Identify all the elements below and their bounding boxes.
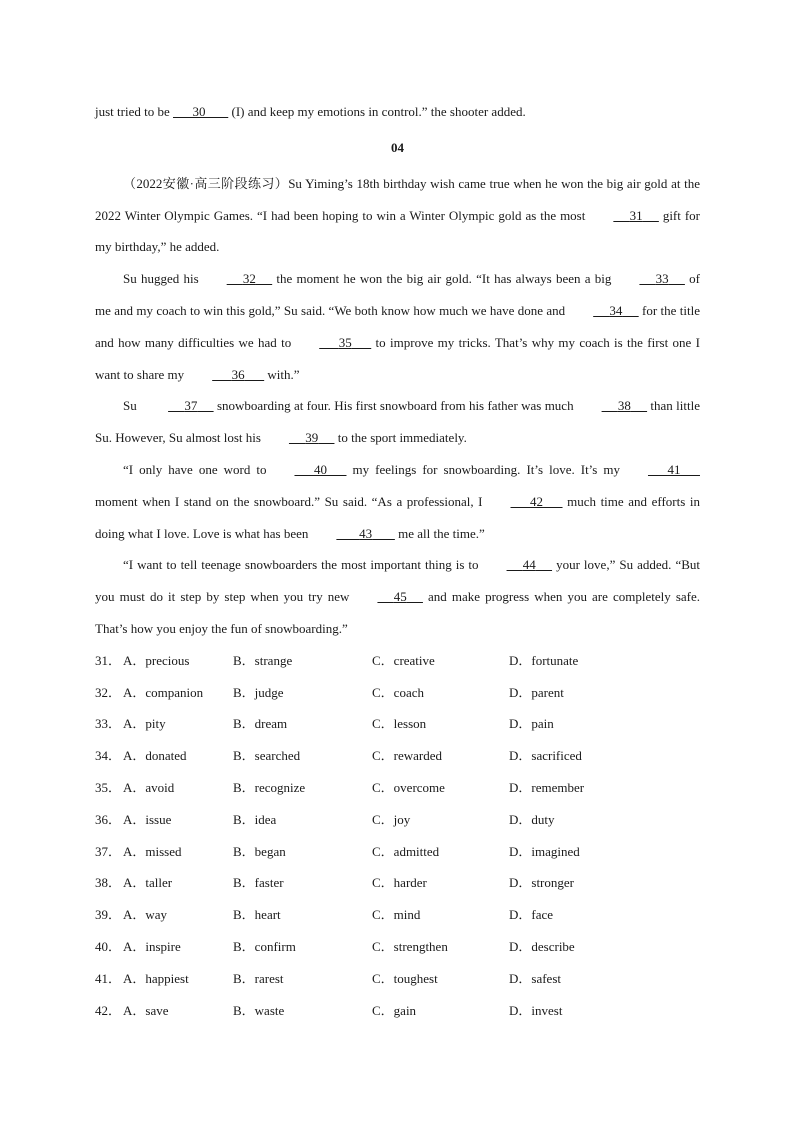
option-c[interactable]: C．strengthen — [372, 938, 448, 954]
option-c[interactable]: C．joy — [372, 811, 411, 827]
question-row: 35． A．avoid B．recognize C．overcome D．remember — [95, 772, 700, 804]
option-b[interactable]: B．dream — [233, 716, 288, 732]
option-d[interactable]: D．parent — [509, 684, 564, 700]
option-c[interactable]: C．lesson — [372, 716, 427, 732]
answer-options — [95, 645, 700, 1027]
question-row: 33． A．pity B．dream C．lesson D．pain — [95, 708, 700, 740]
blank-37: 37 — [184, 398, 198, 414]
option-d[interactable]: D．stronger — [509, 875, 574, 891]
option-b[interactable]: B．searched — [233, 748, 301, 764]
source-label: （2022安徽·高三阶段练习） — [123, 175, 289, 191]
question-row: 39． A．way B．heart C．mind D．face — [95, 899, 700, 931]
option-d[interactable]: D．fortunate — [509, 652, 579, 668]
question-row: 37． A．missed B．began C．admitted D．imagined — [95, 836, 700, 868]
blank-44: 44 — [522, 557, 536, 573]
option-a[interactable]: A．donated — [123, 748, 187, 764]
blank-42: 42 — [530, 493, 544, 509]
option-a[interactable]: A．way — [123, 907, 168, 923]
option-c[interactable]: C．overcome — [372, 779, 445, 795]
option-b[interactable]: B．began — [233, 843, 286, 859]
blank-34: 34 — [609, 302, 623, 318]
paragraph-3: Su 37 snowboarding at four. His first snowboard from his father was much 38 than little Su. However, Su almost lost his 39 to the sport immediately. — [95, 390, 700, 454]
option-a[interactable]: A．precious — [123, 652, 190, 668]
question-row: 42． A．save B．waste C．gain D．invest — [95, 995, 700, 1027]
blank-45: 45 — [393, 589, 407, 605]
blank-33: 33 — [655, 271, 669, 287]
question-row: 31． A．precious B．strange C．creative D．fortunate — [95, 645, 700, 677]
blank-30: 30 — [192, 104, 206, 119]
option-a[interactable]: A．avoid — [123, 779, 175, 795]
option-b[interactable]: B．confirm — [233, 938, 296, 954]
blank-41: 41 — [667, 461, 681, 477]
option-a[interactable]: A．companion — [123, 684, 204, 700]
blank-32: 32 — [242, 271, 256, 287]
document-page — [95, 96, 700, 1026]
option-b[interactable]: B．faster — [233, 875, 284, 891]
option-a[interactable]: A．missed — [123, 843, 182, 859]
paragraph-1: （2022安徽·高三阶段练习）Su Yiming’s 18th birthday wish came true when he won the big air gold at the 2022 Winter Olympic Games. “I had been hoping to win a Winter Olympic gold as the most 31 gift for my birthday,” he added. — [95, 175, 700, 255]
option-c[interactable]: C．admitted — [372, 843, 440, 859]
option-a[interactable]: A．issue — [123, 811, 172, 827]
section-number: 04 — [391, 139, 404, 155]
option-c[interactable]: C．gain — [372, 1002, 417, 1018]
option-d[interactable]: D．describe — [509, 938, 575, 954]
blank-43: 43 — [359, 525, 373, 541]
option-c[interactable]: C．rewarded — [372, 748, 443, 764]
option-b[interactable]: B．idea — [233, 811, 277, 827]
option-d[interactable]: D．remember — [509, 779, 585, 795]
option-a[interactable]: A．save — [123, 1002, 169, 1018]
option-c[interactable]: C．harder — [372, 875, 427, 891]
option-d[interactable]: D．duty — [509, 811, 555, 827]
blank-40: 40 — [313, 461, 327, 477]
option-d[interactable]: D．face — [509, 907, 554, 923]
question-row: 41． A．happiest B．rarest C．toughest D．safest — [95, 963, 700, 995]
option-a[interactable]: A．happiest — [123, 970, 189, 986]
question-row: 40． A．inspire B．confirm C．strengthen D．describe — [95, 931, 700, 963]
option-b[interactable]: B．heart — [233, 907, 281, 923]
option-d[interactable]: D．sacrificed — [509, 748, 582, 764]
blank-39: 39 — [305, 430, 319, 446]
option-d[interactable]: D．imagined — [509, 843, 580, 859]
blank-38: 38 — [617, 398, 631, 414]
option-a[interactable]: A．taller — [123, 875, 173, 891]
option-c[interactable]: C．creative — [372, 652, 435, 668]
intro-text-end: (I) and keep my emotions in control.” the shooter added. — [228, 104, 526, 119]
option-c[interactable]: C．toughest — [372, 970, 438, 986]
option-d[interactable]: D．safest — [509, 970, 561, 986]
paragraph-4: “I only have one word to 40 my feelings for snowboarding. It’s love. It’s my 41 moment when I stand on the snowboard.” Su said. “As a professional, I 42 much time and efforts in doing what I love. Love is what has been 43 me all the time.” — [95, 454, 700, 549]
paragraph-2: Su hugged his 32 the moment he won the big air gold. “It has always been a big 33 of me and my coach to win this gold,” Su said. “We both know how much we have done and 34 for the title and how many difficulties we had to 35 to improve my tricks. That’s why my coach is the first one I want to share my 36 with.” — [95, 263, 700, 390]
option-d[interactable]: D．pain — [509, 716, 554, 732]
option-c[interactable]: C．mind — [372, 907, 421, 923]
intro-text: just tried to be — [95, 104, 173, 119]
blank-35: 35 — [338, 334, 352, 350]
paragraph-5: “I want to tell teenage snowboarders the most important thing is to 44 your love,” Su added. “But you must do it step by step when you try new 45 and make progress when you are completely safe. That’s how you enjoy the fun of snowboarding.” — [95, 549, 700, 644]
blank-36: 36 — [231, 366, 245, 382]
question-row: 36． A．issue B．idea C．joy D．duty — [95, 804, 700, 836]
option-b[interactable]: B．rarest — [233, 970, 284, 986]
option-c[interactable]: C．coach — [372, 684, 424, 700]
option-b[interactable]: B．strange — [233, 652, 293, 668]
intro-line — [95, 96, 700, 128]
question-row: 38． A．taller B．faster C．harder D．stronger — [95, 867, 700, 899]
question-row: 32． A．companion B．judge C．coach D．parent — [95, 677, 700, 709]
option-a[interactable]: A．pity — [123, 716, 166, 732]
option-d[interactable]: D．invest — [509, 1002, 563, 1018]
option-b[interactable]: B．recognize — [233, 779, 306, 795]
question-row: 34． A．donated B．searched C．rewarded D．sacrificed — [95, 740, 700, 772]
blank-31: 31 — [629, 207, 643, 223]
option-b[interactable]: B．judge — [233, 684, 284, 700]
option-b[interactable]: B．waste — [233, 1002, 285, 1018]
option-a[interactable]: A．inspire — [123, 938, 181, 954]
